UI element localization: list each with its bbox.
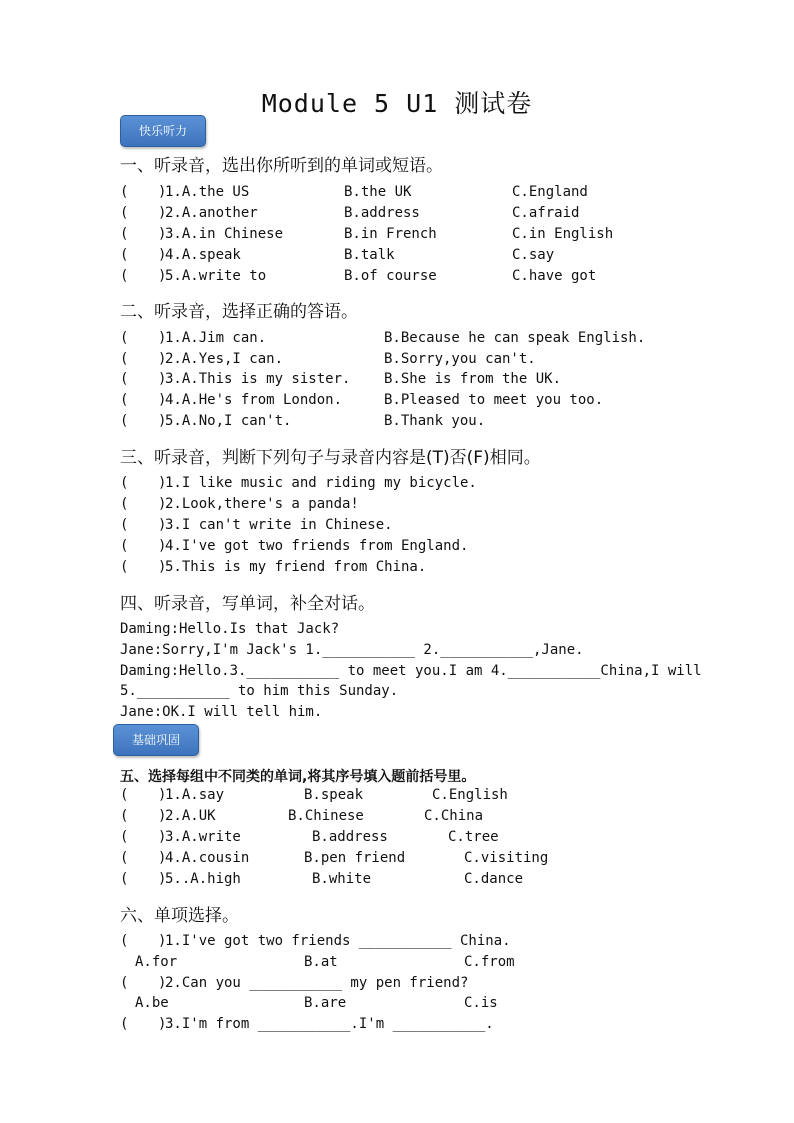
- paren-close: ): [158, 787, 167, 803]
- question-text: 1.I've got two friends ___________ China.: [165, 933, 511, 949]
- option-c: C.have got: [512, 268, 597, 284]
- paren-close: ): [158, 392, 167, 408]
- s3-row: [120, 475, 740, 495]
- option-a: 4.A.cousin: [165, 850, 250, 866]
- paren-open: (: [120, 829, 129, 845]
- option-a: 5.A.write to: [165, 268, 267, 284]
- question-text: 3.I'm from ___________.I'm ___________.: [165, 1016, 494, 1032]
- option-b: B.address: [312, 829, 388, 845]
- paren-open: (: [120, 517, 129, 533]
- option-b: B.She is from the UK.: [384, 371, 562, 387]
- option-a: A.for: [135, 954, 178, 970]
- paren-close: ): [158, 871, 167, 887]
- section6-heading: 六、单项选择。: [120, 906, 239, 926]
- option-a: 1.A.say: [165, 787, 225, 803]
- paren-open: (: [120, 330, 129, 346]
- option-a: 5..A.high: [165, 871, 241, 887]
- section2-heading: 二、听录音，选择正确的答语。: [120, 302, 358, 322]
- paren-open: (: [120, 496, 129, 512]
- section5-heading: 五、选择每组中不同类的单词,将其序号填入题前括号里。: [120, 769, 476, 785]
- paren-close: ): [158, 330, 167, 346]
- paren-open: (: [120, 787, 129, 803]
- option-c: C.China: [424, 808, 484, 824]
- dialogue-line: Jane:OK.I will tell him.: [120, 704, 323, 720]
- s5-row: [120, 787, 740, 807]
- option-b: B.Because he can speak English.: [384, 330, 646, 346]
- paren-open: (: [120, 850, 129, 866]
- paren-close: ): [158, 496, 167, 512]
- option-b: B.white: [312, 871, 372, 887]
- option-c: C.is: [464, 995, 498, 1011]
- paren-close: ): [158, 975, 167, 991]
- paren-open: (: [120, 1016, 129, 1032]
- option-a: 3.A.This is my sister.: [165, 371, 351, 387]
- s3-row: [120, 538, 740, 558]
- option-a: 5.A.No,I can't.: [165, 413, 292, 429]
- statement: 5.This is my friend from China.: [165, 559, 427, 575]
- paren-close: ): [158, 475, 167, 491]
- option-a: A.be: [135, 995, 169, 1011]
- paren-close: ): [158, 829, 167, 845]
- option-a: 2.A.UK: [165, 808, 216, 824]
- statement: 4.I've got two friends from England.: [165, 538, 469, 554]
- paren-open: (: [120, 975, 129, 991]
- paren-close: ): [158, 226, 167, 242]
- paren-open: (: [120, 413, 129, 429]
- statement: 2.Look,there's a panda!: [165, 496, 359, 512]
- paren-close: ): [158, 538, 167, 554]
- statement: 3.I can't write in Chinese.: [165, 517, 393, 533]
- option-b: B.pen friend: [304, 850, 406, 866]
- s6-options: [120, 954, 740, 974]
- paren-close: ): [158, 808, 167, 824]
- option-c: C.visiting: [464, 850, 549, 866]
- statement: 1.I like music and riding my bicycle.: [165, 475, 477, 491]
- s6-question: [120, 1016, 740, 1036]
- option-c: C.afraid: [512, 205, 580, 221]
- option-a: 4.A.speak: [165, 247, 241, 263]
- paren-open: (: [120, 205, 129, 221]
- question-text: 2.Can you ___________ my pen friend?: [165, 975, 469, 991]
- paren-close: ): [158, 559, 167, 575]
- s5-row: [120, 871, 740, 891]
- paren-open: (: [120, 538, 129, 554]
- s6-question: [120, 933, 740, 953]
- s2-row: [120, 392, 740, 412]
- paren-open: (: [120, 559, 129, 575]
- dialogue-line: Jane:Sorry,I'm Jack's 1.___________ 2.___________,Jane.: [120, 642, 584, 658]
- s3-row: [120, 496, 740, 516]
- section3-heading: 三、听录音，判断下列句子与录音内容是(T)否(F)相同。: [120, 448, 541, 468]
- option-b: B.Pleased to meet you too.: [384, 392, 604, 408]
- paren-open: (: [120, 226, 129, 242]
- paren-close: ): [158, 933, 167, 949]
- paren-close: ): [158, 268, 167, 284]
- option-b: B.Sorry,you can't.: [384, 351, 536, 367]
- option-c: C.say: [512, 247, 555, 263]
- dialogue-line: 5.___________ to him this Sunday.: [120, 683, 399, 699]
- s2-row: [120, 351, 740, 371]
- s6-options: [120, 995, 740, 1015]
- s5-row: [120, 808, 740, 828]
- paren-open: (: [120, 371, 129, 387]
- option-b: B.talk: [344, 247, 395, 263]
- option-b: B.are: [304, 995, 347, 1011]
- s2-row: [120, 413, 740, 433]
- paren-close: ): [158, 1016, 167, 1032]
- s2-row: [120, 330, 740, 350]
- option-a: 1.A.the US: [165, 184, 250, 200]
- option-b: B.at: [304, 954, 338, 970]
- paren-open: (: [120, 808, 129, 824]
- option-a: 1.A.Jim can.: [165, 330, 267, 346]
- option-a: 2.A.Yes,I can.: [165, 351, 284, 367]
- paren-open: (: [120, 933, 129, 949]
- s5-row: [120, 850, 740, 870]
- s2-row: [120, 371, 740, 391]
- paren-open: (: [120, 871, 129, 887]
- s6-question: [120, 975, 740, 995]
- paren-open: (: [120, 392, 129, 408]
- badge-listening: 快乐听力: [120, 115, 206, 147]
- option-a: 2.A.another: [165, 205, 258, 221]
- option-b: B.Thank you.: [384, 413, 486, 429]
- section4-heading: 四、听录音，写单词，补全对话。: [120, 594, 375, 614]
- option-b: B.speak: [304, 787, 364, 803]
- option-b: B.in French: [344, 226, 437, 242]
- s1-row: [120, 268, 740, 288]
- dialogue-line: Daming:Hello.Is that Jack?: [120, 621, 340, 637]
- paren-close: ): [158, 351, 167, 367]
- paren-close: ): [158, 413, 167, 429]
- paren-open: (: [120, 268, 129, 284]
- s1-row: [120, 205, 740, 225]
- option-a: 4.A.He's from London.: [165, 392, 343, 408]
- paren-open: (: [120, 247, 129, 263]
- paren-open: (: [120, 475, 129, 491]
- paren-close: ): [158, 247, 167, 263]
- option-b: B.of course: [344, 268, 437, 284]
- option-a: 3.A.in Chinese: [165, 226, 284, 242]
- paren-open: (: [120, 184, 129, 200]
- paren-close: ): [158, 850, 167, 866]
- option-c: C.in English: [512, 226, 614, 242]
- dialogue-line: Daming:Hello.3.___________ to meet you.I am 4.___________China,I will: [120, 663, 702, 679]
- s5-row: [120, 829, 740, 849]
- paren-close: ): [158, 184, 167, 200]
- option-b: B.Chinese: [288, 808, 364, 824]
- section1-heading: 一、听录音，选出你所听到的单词或短语。: [120, 156, 443, 176]
- option-c: C.from: [464, 954, 515, 970]
- s1-row: [120, 184, 740, 204]
- option-c: C.English: [432, 787, 508, 803]
- s3-row: [120, 517, 740, 537]
- paren-close: ): [158, 517, 167, 533]
- s1-row: [120, 247, 740, 267]
- paren-open: (: [120, 351, 129, 367]
- option-c: C.tree: [448, 829, 499, 845]
- option-c: C.England: [512, 184, 588, 200]
- option-b: B.address: [344, 205, 420, 221]
- s1-row: [120, 226, 740, 246]
- badge-basics: 基础巩固: [113, 724, 199, 756]
- option-c: C.dance: [464, 871, 524, 887]
- paren-close: ): [158, 205, 167, 221]
- page-title: Module 5 U1 测试卷: [261, 89, 533, 118]
- s3-row: [120, 559, 740, 579]
- paren-close: ): [158, 371, 167, 387]
- option-a: 3.A.write: [165, 829, 241, 845]
- option-b: B.the UK: [344, 184, 412, 200]
